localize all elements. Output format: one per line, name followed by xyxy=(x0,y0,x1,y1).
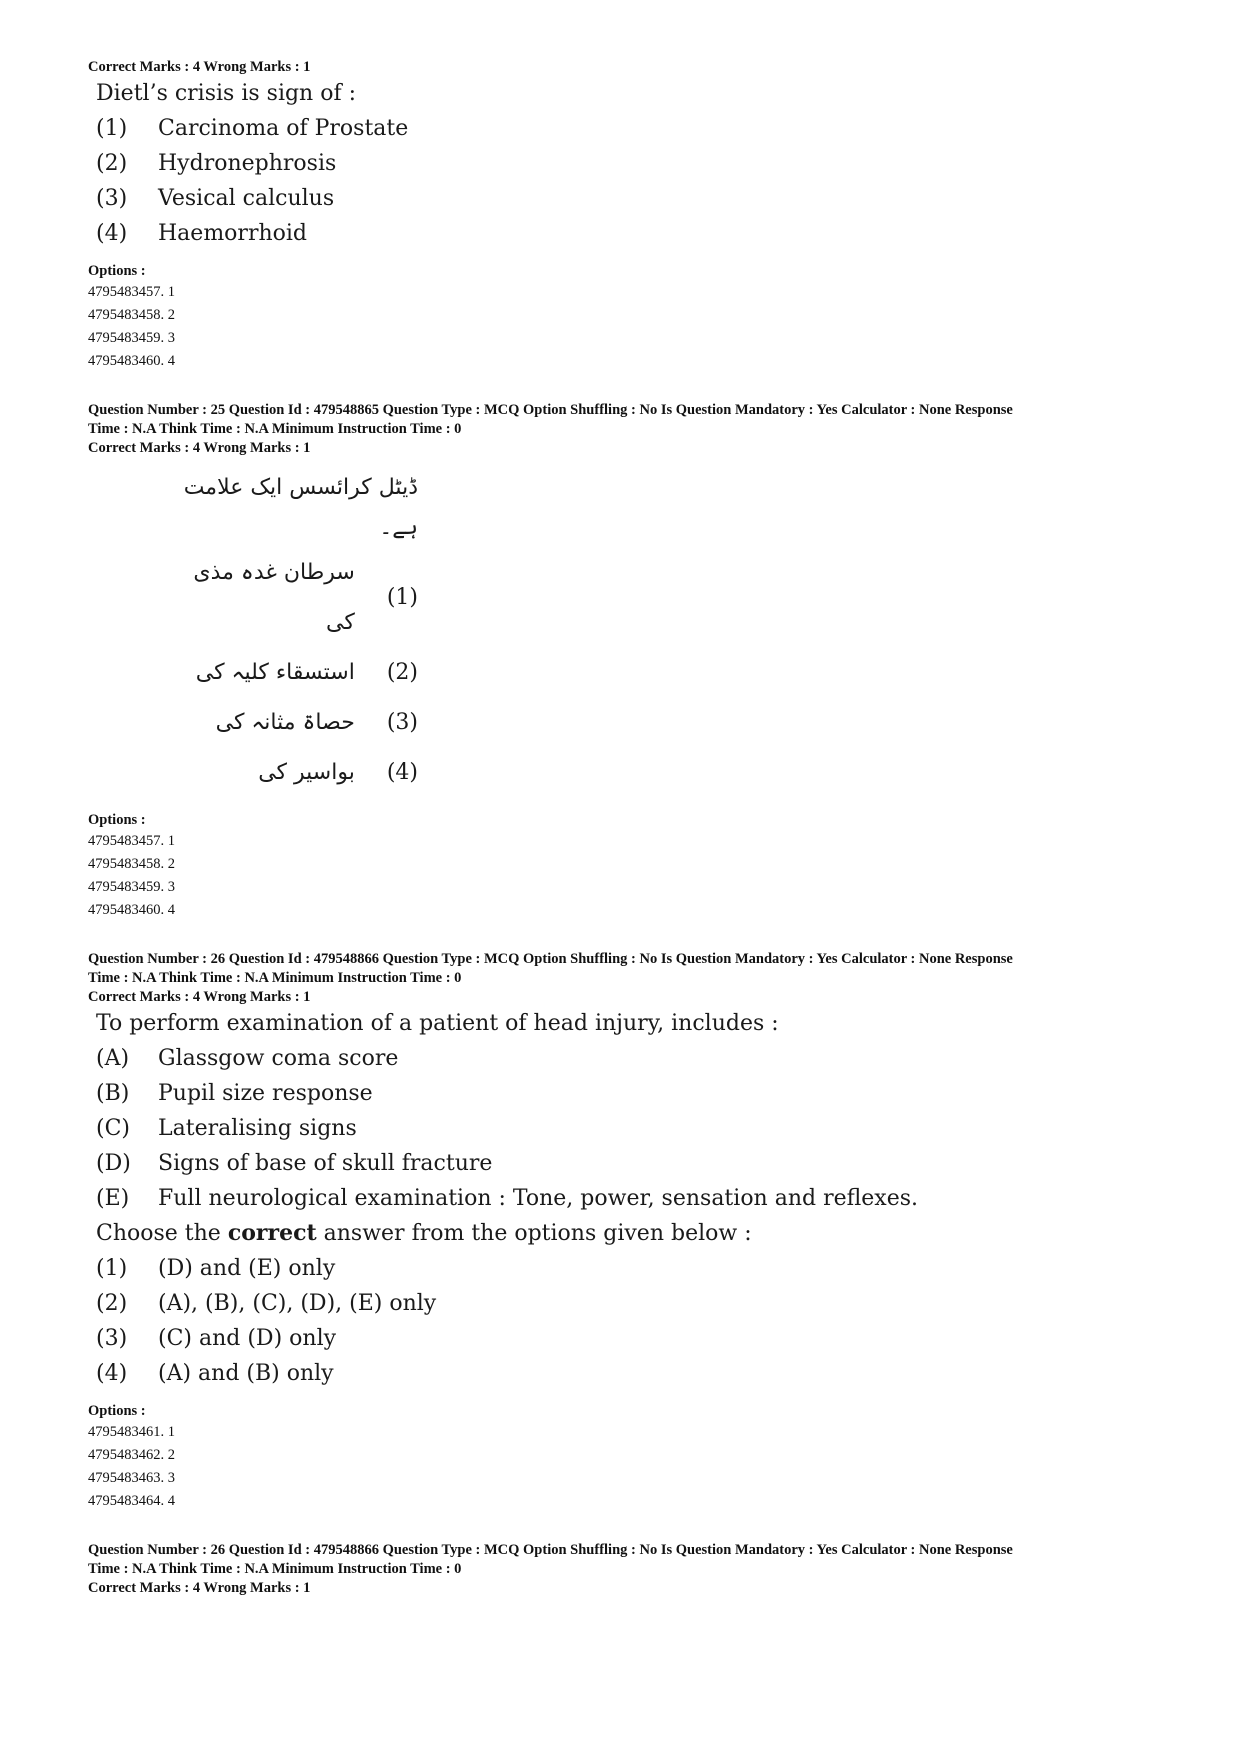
choice-row xyxy=(96,1356,1168,1391)
choice-number: (2) xyxy=(96,151,128,176)
statement-row xyxy=(96,1146,1168,1181)
choice-row xyxy=(96,1251,1168,1286)
question-26-repeat-header xyxy=(88,1541,1168,1598)
question-header-line1: Question Number : 26 Question Id : 479548866 Question Type : MCQ Option Shuffling : No Is Question Mandatory : Yes Calculator : None Response xyxy=(88,951,1013,967)
choice-text: بواسیر کی xyxy=(258,760,355,785)
choice-number: (1) xyxy=(386,585,418,610)
choice-row xyxy=(168,648,418,698)
choice-number: (4) xyxy=(96,221,128,246)
option-id: 4795483464. 4 xyxy=(88,1493,175,1509)
statement-text: Signs of base of skull fracture xyxy=(158,1151,493,1176)
statement-letter: (A) xyxy=(96,1046,130,1071)
question-header-line2: Time : N.A Think Time : N.A Minimum Instruction Time : 0 xyxy=(88,1561,462,1577)
choice-row xyxy=(96,146,1168,181)
choice-row xyxy=(96,111,1168,146)
statement-text: Glassgow coma score xyxy=(158,1046,399,1071)
marks-line: Correct Marks : 4 Wrong Marks : 1 xyxy=(88,440,311,456)
choice-number: (2) xyxy=(386,660,418,685)
option-id: 4795483462. 2 xyxy=(88,1447,175,1463)
choice-number: (4) xyxy=(386,760,418,785)
choice-number: (2) xyxy=(96,1291,128,1316)
statement-text: Lateralising signs xyxy=(158,1116,357,1141)
option-id: 4795483461. 1 xyxy=(88,1424,175,1440)
choice-number: (3) xyxy=(96,186,128,211)
question-text: Dietl’s crisis is sign of : xyxy=(96,81,357,106)
option-id: 4795483459. 3 xyxy=(88,330,175,346)
choice-text: استسقاء کلیہ کی xyxy=(195,660,355,685)
choice-number: (3) xyxy=(96,1326,128,1351)
option-id: 4795483458. 2 xyxy=(88,856,175,872)
question-header-line1: Question Number : 26 Question Id : 479548866 Question Type : MCQ Option Shuffling : No Is Question Mandatory : Yes Calculator : None Response xyxy=(88,1542,1013,1558)
choice-row xyxy=(96,216,1168,251)
choice-row xyxy=(168,548,418,648)
choice-number: (1) xyxy=(96,116,128,141)
question-24-english xyxy=(88,58,1168,373)
emphasis-correct: correct xyxy=(227,1220,317,1246)
question-26-english xyxy=(88,950,1168,1513)
choice-text: سرطان غدہ مذی کی xyxy=(193,560,355,635)
choice-number: (3) xyxy=(386,710,418,735)
options-label: Options : xyxy=(88,263,146,279)
option-id: 4795483459. 3 xyxy=(88,879,175,895)
choice-text: Carcinoma of Prostate xyxy=(158,116,409,141)
question-header-line1: Question Number : 25 Question Id : 479548865 Question Type : MCQ Option Shuffling : No Is Question Mandatory : Yes Calculator : None Response xyxy=(88,402,1013,418)
question-header-line2: Time : N.A Think Time : N.A Minimum Instruction Time : 0 xyxy=(88,421,462,437)
question-header-line2: Time : N.A Think Time : N.A Minimum Instruction Time : 0 xyxy=(88,970,462,986)
option-id: 4795483460. 4 xyxy=(88,902,175,918)
option-id: 4795483458. 2 xyxy=(88,307,175,323)
choice-text: Hydronephrosis xyxy=(158,151,337,176)
urdu-question-block xyxy=(168,468,418,798)
choice-text: (A), (B), (C), (D), (E) only xyxy=(158,1291,437,1316)
choice-text: Haemorrhoid xyxy=(158,221,307,246)
choice-text: Vesical calculus xyxy=(158,186,335,211)
choice-text: (D) and (E) only xyxy=(158,1256,336,1281)
statement-row xyxy=(96,1041,1168,1076)
options-label: Options : xyxy=(88,812,146,828)
marks-line: Correct Marks : 4 Wrong Marks : 1 xyxy=(88,1580,311,1596)
statement-text: Pupil size response xyxy=(158,1081,373,1106)
choice-row xyxy=(96,1286,1168,1321)
option-id: 4795483457. 1 xyxy=(88,284,175,300)
statement-letter: (C) xyxy=(96,1116,130,1141)
statement-letter: (B) xyxy=(96,1081,130,1106)
option-id: 4795483457. 1 xyxy=(88,833,175,849)
option-id: 4795483463. 3 xyxy=(88,1470,175,1486)
choice-text: حصاۃ مثانہ کی xyxy=(215,710,355,735)
marks-line: Correct Marks : 4 Wrong Marks : 1 xyxy=(88,59,311,75)
instruction-text: Choose the correct answer from the options given below : xyxy=(96,1220,752,1246)
statement-row xyxy=(96,1181,1168,1216)
option-id: 4795483460. 4 xyxy=(88,353,175,369)
question-25-urdu xyxy=(88,401,1168,922)
choice-row xyxy=(168,698,418,748)
choice-row xyxy=(168,748,418,798)
statement-row xyxy=(96,1076,1168,1111)
choice-text: (A) and (B) only xyxy=(158,1361,334,1386)
question-text: ڈیٹل کرائسس ایک علامت ہے۔ xyxy=(183,475,418,540)
statement-letter: (D) xyxy=(96,1151,131,1176)
question-text: To perform examination of a patient of head injury, includes : xyxy=(96,1011,779,1036)
choice-number: (4) xyxy=(96,1361,128,1386)
choice-number: (1) xyxy=(96,1256,128,1281)
statement-row xyxy=(96,1111,1168,1146)
document-page xyxy=(88,58,1168,1598)
marks-line: Correct Marks : 4 Wrong Marks : 1 xyxy=(88,989,311,1005)
choice-text: (C) and (D) only xyxy=(158,1326,337,1351)
statement-text: Full neurological examination : Tone, power, sensation and reflexes. xyxy=(158,1186,919,1211)
choice-row xyxy=(96,181,1168,216)
choice-row xyxy=(96,1321,1168,1356)
options-label: Options : xyxy=(88,1403,146,1419)
statement-letter: (E) xyxy=(96,1186,130,1211)
